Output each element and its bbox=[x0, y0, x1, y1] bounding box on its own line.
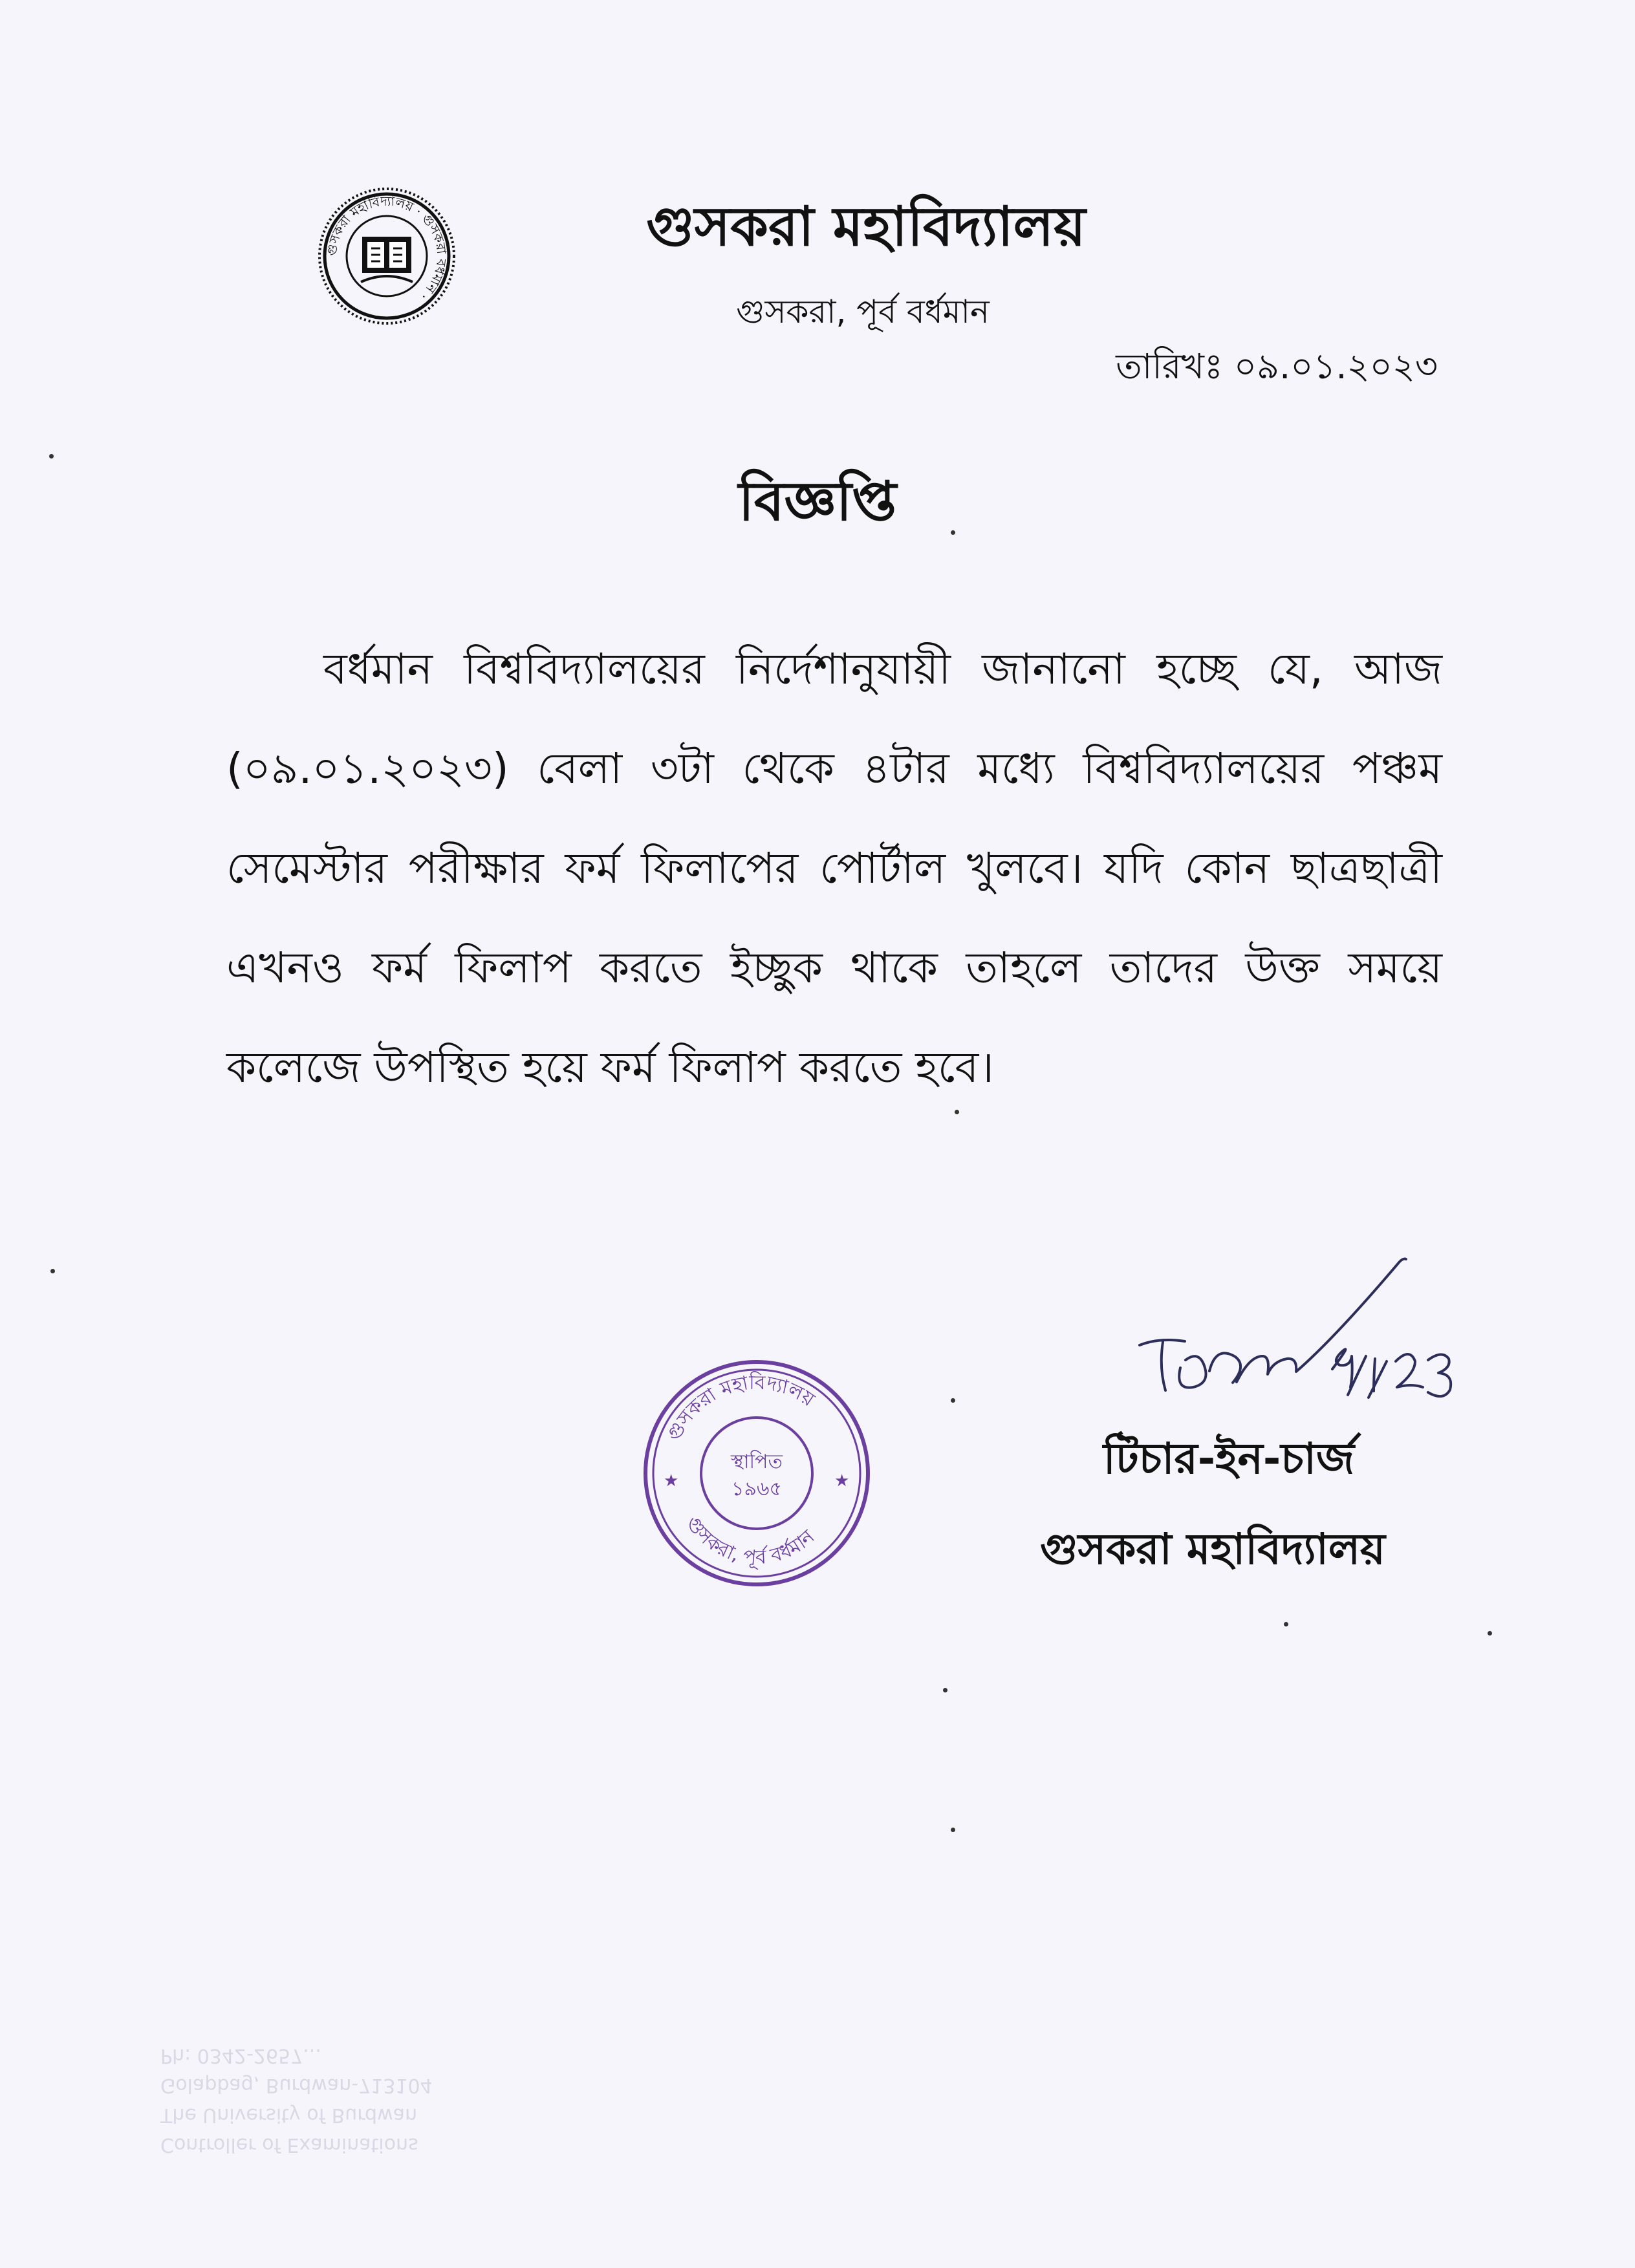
scan-speck bbox=[955, 1110, 959, 1114]
svg-text:★: ★ bbox=[834, 1471, 850, 1491]
scan-speck bbox=[943, 1688, 947, 1692]
show-through-line: Golapbag, Burdwan-713104 bbox=[160, 2074, 433, 2097]
signatory-title: টিচার-ইন-চার্জ bbox=[1103, 1434, 1355, 1484]
scan-speck bbox=[1488, 1631, 1492, 1636]
scan-speck bbox=[951, 530, 955, 535]
notice-date: তারিখঃ ০৯.০১.২০২৩ bbox=[1116, 346, 1438, 387]
show-through-text bbox=[160, 2040, 548, 2159]
svg-text:১৯৬৫: ১৯৬৫ bbox=[731, 1478, 782, 1500]
svg-text:★: ★ bbox=[664, 1471, 679, 1491]
svg-text:গুসকরা, পূর্ব বর্ধমান: গুসকরা, পূর্ব বর্ধমান bbox=[681, 1512, 819, 1570]
college-address: গুসকরা, পূর্ব বর্ধমান bbox=[736, 293, 990, 330]
scan-speck bbox=[50, 1269, 55, 1273]
college-stamp bbox=[640, 1357, 873, 1590]
svg-text:গুসকরা মহাবিদ্যালয় · গুসকরা ব: গুসকরা মহাবিদ্যালয় · গুসকরা বর্ধমান · bbox=[323, 193, 450, 304]
svg-text:গুসকরা মহাবিদ্যালয়: গুসকরা মহাবিদ্যালয় bbox=[662, 1371, 819, 1445]
signatory-college: গুসকরা মহাবিদ্যালয় bbox=[1040, 1524, 1385, 1574]
scan-speck bbox=[951, 1828, 955, 1832]
scan-speck bbox=[951, 1398, 955, 1403]
scan-speck bbox=[1284, 1622, 1288, 1626]
notice-title: বিজ্ঞপ্তি bbox=[738, 470, 897, 533]
college-name: গুসকরা মহাবিদ্যালয় bbox=[646, 195, 1086, 258]
show-through-line: Ph: 0342-2657... bbox=[160, 2044, 321, 2067]
handwritten-signature bbox=[1125, 1232, 1488, 1426]
show-through-line: The University of Burdwan bbox=[160, 2104, 418, 2126]
svg-text:স্থাপিত: স্থাপিত bbox=[730, 1451, 783, 1473]
scan-speck bbox=[49, 454, 54, 459]
notice-body: বর্ধমান বিশ্ববিদ্যালয়ের নির্দেশানুযায়ী জানানো হচ্ছে যে, আজ (০৯.০১.২০২৩) বেলা ৩টা থেকে ৪টার মধ্যে বিশ্ববিদ্যালয়ের পঞ্চম সেমেস্টার পরীক্ষার ফর্ম ফিলাপের পোর্টাল খুলবে। যদি কোন ছাত্রছাত্রী এখনও ফর্ম ফিলাপ করতে ইচ্ছুক থাকে তাহলে তাদের উক্ত সময়ে কলেজে উপস্থিত হয়ে ফর্ম ফিলাপ করতে হবে। bbox=[226, 644, 1442, 1092]
show-through-line: Controller of Examinations bbox=[160, 2133, 418, 2156]
